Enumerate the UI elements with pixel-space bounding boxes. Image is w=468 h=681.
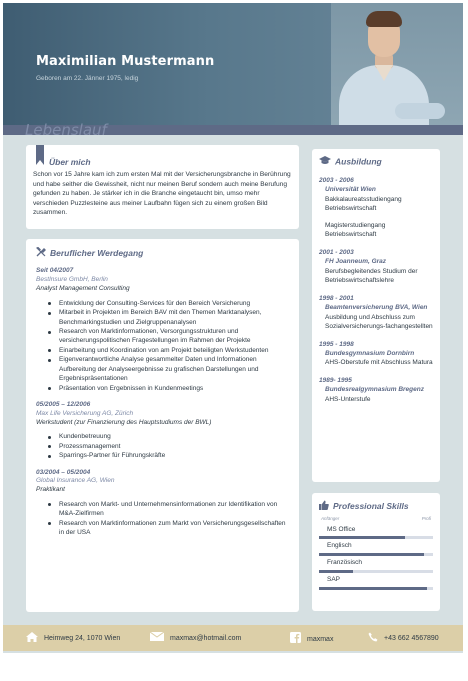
job-bullet: Research von Markt- und Unternehmensinformationen zur Identifikation von M&A-Zielfirmen bbox=[48, 500, 289, 519]
birth-info: Geboren am 22. Jänner 1975, ledig bbox=[36, 75, 139, 82]
tools-icon bbox=[36, 247, 46, 260]
career-title: Beruflicher Werdegang bbox=[50, 247, 144, 258]
skill-label: Französisch bbox=[327, 559, 363, 567]
career-heading bbox=[36, 247, 289, 260]
job-entry bbox=[36, 401, 289, 461]
job-bullet: Einarbeitung und Koordination von am Projekt beteiligten Werkstudenten bbox=[48, 346, 289, 355]
bookmark-icon bbox=[36, 145, 44, 165]
education-text: Ausbildung und Abschluss zum Sozialversicherungs-fachangestellten bbox=[325, 313, 433, 330]
about-title: Über mich bbox=[49, 157, 91, 167]
job-company: Global Insurance AG, Wien bbox=[36, 477, 115, 485]
education-text: Berufsbegleitendes Studium der Betriebswirtschaftslehre bbox=[325, 267, 418, 284]
job-bullets bbox=[36, 432, 289, 460]
job-bullets bbox=[36, 299, 289, 393]
education-entry bbox=[319, 249, 433, 285]
skill-bar bbox=[319, 587, 433, 590]
skills-card bbox=[312, 493, 440, 611]
education-title: Ausbildung bbox=[335, 156, 382, 167]
footer-address bbox=[26, 632, 120, 645]
profile-photo bbox=[331, 3, 463, 125]
skill-bar bbox=[319, 536, 433, 539]
email-text: maxmax@hotmail.com bbox=[170, 634, 242, 642]
about-card bbox=[26, 145, 299, 229]
skill-bar-fill bbox=[319, 570, 353, 573]
education-text: AHS-Unterstufe bbox=[325, 395, 371, 403]
skill-item bbox=[319, 576, 433, 590]
job-bullet: Präsentation von Ergebnissen in Kundenmeetings bbox=[48, 384, 289, 393]
job-role: Analyst Management Consulting bbox=[36, 285, 130, 292]
section-band-title: Lebenslauf bbox=[25, 121, 107, 139]
contact-footer bbox=[3, 625, 463, 651]
skill-bar-fill bbox=[319, 587, 427, 590]
thumbs-up-icon bbox=[319, 500, 329, 513]
job-bullet: Research von Marktinformationen zum Markt von Versicherungsgesellschaften in der USA bbox=[48, 519, 289, 538]
education-heading bbox=[319, 156, 433, 168]
skill-bar-fill bbox=[319, 553, 424, 556]
education-date: 1995 - 1998 bbox=[319, 340, 354, 348]
job-role: Werkstudent (zur Finanzierung des Hauptstudiums der BWL) bbox=[36, 418, 212, 426]
job-bullet: Entwicklung der Consulting-Services für den Bereich Versicherung bbox=[48, 299, 289, 308]
skill-item bbox=[319, 526, 433, 540]
education-school: Bundesgymnasium Dornbirn bbox=[325, 349, 415, 357]
address-text: Heimweg 24, 1070 Wien bbox=[44, 635, 121, 642]
job-bullets bbox=[36, 500, 289, 538]
job-bullet: Research von Marktinformationen, Versorgungsstrukturen und versicherungspolitischen Fragestellungen im Rahmen der Projekte bbox=[48, 327, 289, 346]
scale-low: Anfänger bbox=[321, 516, 340, 522]
education-date: 1989- 1995 bbox=[319, 377, 352, 385]
skills-title: Professional Skills bbox=[333, 500, 409, 511]
footer-email[interactable] bbox=[150, 632, 241, 644]
education-school: FH Joanneum, Graz bbox=[325, 258, 387, 266]
skill-label: MS Office bbox=[327, 525, 356, 533]
education-date: 2001 - 2003 bbox=[319, 249, 354, 257]
education-text: AHS-Oberstufe mit Abschluss Matura bbox=[325, 359, 433, 367]
education-card bbox=[312, 149, 440, 482]
education-date: 1998 - 2001 bbox=[319, 295, 354, 303]
job-bullet: Sparrings-Partner für Führungskräfte bbox=[48, 451, 289, 460]
mail-icon bbox=[150, 632, 164, 644]
job-entry bbox=[36, 267, 289, 393]
home-icon bbox=[26, 632, 38, 645]
job-company: BestInsure GmbH, Berlin bbox=[36, 276, 108, 284]
job-date: Seit 04/2007 bbox=[36, 267, 74, 275]
job-date: 03/2004 – 05/2004 bbox=[36, 468, 91, 476]
phone-icon bbox=[368, 632, 378, 645]
education-school: Beamtenversicherung BVA, Wien bbox=[325, 303, 428, 311]
job-bullet: Mitarbeit in Projekten im Bereich BAV mit den Themen Marktanalysen, Benchmarkingstudien und Zielgruppenanalysen bbox=[48, 308, 289, 327]
skill-bar bbox=[319, 553, 433, 556]
education-entry bbox=[319, 341, 433, 368]
facebook-text: maxmax bbox=[307, 635, 334, 643]
job-bullet: Eigenverantwortliche Analyse gesammelter Daten und Informationen Aufbereitung der Analyseergebnisse zu grafischen Darstellungen und Ergebnispräsentationen bbox=[48, 355, 289, 383]
facebook-icon bbox=[290, 632, 301, 646]
education-school: Bundesrealgymnasium Bregenz bbox=[325, 386, 424, 394]
education-text: Magisterstudiengang Betriebswirtschaft bbox=[325, 222, 386, 239]
job-entry bbox=[36, 469, 289, 538]
skill-item bbox=[319, 542, 433, 556]
person-name: Maximilian Mustermann bbox=[36, 54, 215, 69]
skill-label: Englisch bbox=[327, 542, 352, 550]
skill-bar bbox=[319, 570, 433, 573]
job-bullet: Kundenbetreuung bbox=[48, 432, 289, 441]
resume-page bbox=[3, 3, 463, 653]
job-bullet: Prozessmanagement bbox=[48, 442, 289, 451]
education-entry bbox=[319, 177, 433, 239]
footer-phone[interactable] bbox=[368, 632, 439, 645]
footer-facebook[interactable] bbox=[290, 632, 333, 646]
header bbox=[3, 3, 463, 125]
skill-item bbox=[319, 559, 433, 573]
career-card bbox=[26, 239, 299, 612]
job-role: Praktikant bbox=[36, 486, 65, 494]
skills-heading bbox=[319, 500, 433, 513]
education-entry bbox=[319, 377, 433, 404]
education-entry bbox=[319, 295, 433, 331]
phone-text: +43 662 4567890 bbox=[384, 635, 439, 642]
scale-high: Profi bbox=[421, 516, 431, 522]
skill-label: SAP bbox=[327, 575, 341, 583]
skill-bar-fill bbox=[319, 536, 405, 539]
skill-scale bbox=[319, 516, 433, 522]
education-text: Bakkalaureatsstudiengang Betriebswirtschaft bbox=[325, 196, 402, 213]
job-date: 05/2005 – 12/2006 bbox=[36, 400, 91, 408]
education-school: Universität Wien bbox=[325, 186, 376, 194]
job-company: Max Life Versicherung AG, Zürich bbox=[36, 409, 134, 417]
about-text: Schon vor 15 Jahre kam ich zum ersten Mal mit der Versicherungsbranche in Berührung und habe seither die Gewissheit, nicht nur meinen Beruf sondern auch meine Berufung gefunden zu haben. Je stärker ich in die Branche eingetaucht bin, umso mehr verschieden Puzzlesteine aus meiner Laufbahn fügen sich zu einem großen Bild zusammen. bbox=[33, 171, 291, 217]
education-date: 2003 - 2006 bbox=[319, 177, 354, 185]
graduation-cap-icon bbox=[319, 156, 331, 168]
